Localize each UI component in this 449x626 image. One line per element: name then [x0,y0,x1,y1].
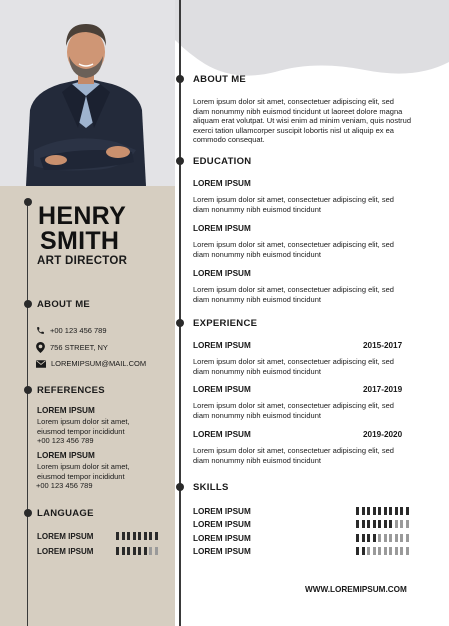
phone-icon [36,326,45,335]
contact-email-text: LOREMIPSUM@MAIL.COM [51,359,147,368]
level-bar-segment [406,520,409,528]
experience-years: 2015-2017 [363,341,403,350]
timeline-dot [176,157,184,165]
level-bar-segment [362,547,365,555]
timeline-dot [24,198,32,206]
level-bar-segment [395,534,398,542]
level-bar-segment [400,534,403,542]
experience-title: LOREM IPSUM [193,341,251,350]
level-bar-segment [378,520,381,528]
skill-level-bars [356,507,409,515]
level-bar-segment [127,532,130,540]
level-bar-segment [395,507,398,515]
reference-name: LOREM IPSUM [37,451,95,460]
timeline-dot [24,386,32,394]
level-bar-segment [406,507,409,515]
experience-title: LOREM IPSUM [193,430,251,439]
skill-level-bars [356,520,409,528]
education-text: Lorem ipsum dolor sit amet, consectetuer adipiscing elit, sed diam nonummy nibh euismod tincidunt [193,240,394,259]
contact-email [36,359,146,368]
level-bar-segment [362,507,365,515]
level-bar-segment [395,520,398,528]
level-bar-segment [367,534,370,542]
reference-phone: +00 123 456 789 [37,436,94,445]
level-bar-segment [367,507,370,515]
experience-title: LOREM IPSUM [193,385,251,394]
location-pin-icon [36,342,45,353]
job-title: ART DIRECTOR [37,255,128,267]
level-bar-segment [122,532,125,540]
level-bar-segment [378,507,381,515]
level-bar-segment [127,547,130,555]
level-bar-segment [138,547,141,555]
skill-name: LOREM IPSUM [193,547,251,556]
level-bar-segment [356,534,359,542]
left-about-heading: ABOUT ME [37,299,91,310]
education-title: LOREM IPSUM [193,179,251,188]
level-bar-segment [149,547,152,555]
language-heading: LANGUAGE [37,508,94,519]
level-bar-segment [144,532,147,540]
level-bar-segment [116,532,119,540]
level-bar-segment [373,547,376,555]
level-bar-segment [362,520,365,528]
skill-name: LOREM IPSUM [193,534,251,543]
skill-level-bars [356,534,409,542]
education-text: Lorem ipsum dolor sit amet, consectetuer adipiscing elit, sed diam nonummy nibh euismod tincidunt [193,195,394,214]
last-name: SMITH [40,227,120,255]
level-bar-segment [406,547,409,555]
experience-text: Lorem ipsum dolor sit amet, consectetuer adipiscing elit, sed diam nonummy nibh euismod tincidunt [193,401,394,420]
language-level-bars [116,532,158,540]
contact-phone [36,326,107,335]
level-bar-segment [406,534,409,542]
education-text: Lorem ipsum dolor sit amet, consectetuer adipiscing elit, sed diam nonummy nibh euismod tincidunt [193,285,394,304]
experience-years: 2019-2020 [363,430,403,439]
experience-text: Lorem ipsum dolor sit amet, consectetuer adipiscing elit, sed diam nonummy nibh euismod tincidunt [193,357,394,376]
level-bar-segment [400,520,403,528]
level-bar-segment [367,520,370,528]
timeline-dot [24,509,32,517]
level-bar-segment [133,532,136,540]
level-bar-segment [155,547,158,555]
timeline-dot [176,319,184,327]
level-bar-segment [389,520,392,528]
level-bar-segment [389,547,392,555]
level-bar-segment [389,507,392,515]
level-bar-segment [373,520,376,528]
about-heading: ABOUT ME [193,74,247,85]
skill-name: LOREM IPSUM [193,507,251,516]
level-bar-segment [155,532,158,540]
portrait-illustration [0,0,175,186]
language-level-bars [116,547,158,555]
skill-level-bars [356,547,409,555]
level-bar-segment [384,534,387,542]
skill-name: LOREM IPSUM [193,520,251,529]
about-text: Lorem ipsum dolor sit amet, consectetuer adipiscing elit, sed diam nonummy nibh euismod tincidunt ut laoreet dolore magna aliquam erat volutpat. Ut wisi enim ad minim veniam, quis nostrud exerci tation ullamcorper suscipit lobortis nisl ut aliquip ex ea commodo consequat. [193,97,412,145]
level-bar-segment [116,547,119,555]
level-bar-segment [400,547,403,555]
level-bar-segment [373,507,376,515]
reference-name: LOREM IPSUM [37,406,95,415]
experience-heading: EXPERIENCE [193,318,258,329]
education-heading: EDUCATION [193,156,252,167]
mail-icon [36,360,46,368]
level-bar-segment [400,507,403,515]
sidebar-timeline [27,202,28,626]
level-bar-segment [356,520,359,528]
header-wave [175,0,449,80]
experience-text: Lorem ipsum dolor sit amet, consectetuer adipiscing elit, sed diam nonummy nibh euismod tincidunt [193,446,394,465]
level-bar-segment [389,534,392,542]
education-title: LOREM IPSUM [193,269,251,278]
first-name: HENRY [38,202,127,230]
contact-phone-text: +00 123 456 789 [50,326,107,335]
contact-address [36,342,108,353]
level-bar-segment [384,507,387,515]
level-bar-segment [373,534,376,542]
level-bar-segment [149,532,152,540]
level-bar-segment [356,507,359,515]
level-bar-segment [362,534,365,542]
education-title: LOREM IPSUM [193,224,251,233]
level-bar-segment [384,547,387,555]
profile-photo [0,0,175,186]
website-link[interactable]: WWW.LOREMIPSUM.COM [305,585,407,594]
level-bar-segment [384,520,387,528]
level-bar-segment [138,532,141,540]
reference-text: Lorem ipsum dolor sit amet, eiusmod tempor incididunt [37,417,130,436]
language-name: LOREM IPSUM [37,532,94,541]
timeline-divider [179,0,181,626]
level-bar-segment [367,547,370,555]
timeline-dot [176,75,184,83]
contact-address-text: 756 STREET, NY [50,343,108,352]
reference-phone: +00 123 456 789 [36,481,93,490]
level-bar-segment [356,547,359,555]
level-bar-segment [122,547,125,555]
level-bar-segment [144,547,147,555]
reference-text: Lorem ipsum dolor sit amet, eiusmod tempor incididunt [37,462,130,481]
skills-heading: SKILLS [193,482,229,493]
level-bar-segment [378,534,381,542]
language-name: LOREM IPSUM [37,547,94,556]
timeline-dot [24,300,32,308]
timeline-dot [176,483,184,491]
level-bar-segment [395,547,398,555]
level-bar-segment [133,547,136,555]
level-bar-segment [378,547,381,555]
experience-years: 2017-2019 [363,385,403,394]
references-heading: REFERENCES [37,385,105,396]
